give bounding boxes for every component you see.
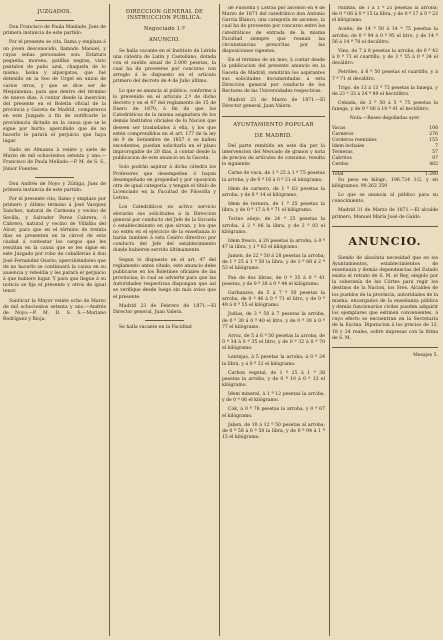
heading-direccion: DIRECCION GENERAL DE INSTRUCCION PÚBLICA. [125, 9, 204, 22]
price-item: Carne de vaca, de 1 ª 25 á 1 ª 75 pesetas la arroba, y de 0 ª 16 á 0 ª 21 el kilógramo. [222, 171, 325, 183]
row-value: 482 [429, 162, 438, 168]
row-value: 106 [429, 125, 438, 131]
price-item: Idem mineral, á 1 ª 12 pesetas la arroba, y de 0 ª 06 el kilógramo. [222, 392, 325, 404]
price-item: Petróleo, á 8 ª 50 pesetas el cuartillo, y á 7 ª 71 el decálitro. [332, 70, 438, 82]
column-4 [332, 6, 438, 636]
row-value: 57 [432, 150, 438, 156]
paragraph: Lo que se anuncia al público para su conocimiento. [332, 193, 438, 205]
price-item: Idem de carnero, de 1 ª 63 pesetas la arroba, y de 0 ª 14 el kilógramo. [222, 186, 325, 198]
paragraph: Don Francisco de Paula Manlade, Juez de primera instancia de este partido. [3, 25, 106, 37]
total-value: 1.280 [424, 171, 438, 177]
column-divider [329, 4, 330, 636]
paragraph: Por el presente se cita, llama y emplaza á un joven desconocido, llamado Manuel, y cuyas señas personales son: Estatura pequeña, moreno, patillas negras, visto pantalon de paño azul, chaqueta de lo mismo, boina y alpargatas, que fué detenido en la Seo de Urgel en union de varios otros, y que se dice ser de Mequinenza; para que dentro del término de nueve dias, á contar desde la insercion del presente en el Boletin oficial de la provincia y Gaceta de Madrid, comparezca en este Juzgado á fin de notificarle la providencia dictada en la causa que se le sigue por hurto; apercibido que de no hacerlo le parará el perjuicio que haya lugar. [3, 40, 106, 144]
paragraph: Los Catedráticos en activo servicio elevarán sus solicitudes á la Direccion general por conducto del Jefe de la Escuela ó establecimiento en que sirvan, y los que no estén en el ejercicio de la enseñanza lo harán tambien á esta Centro directivo por conducto del Jefe del establecimiento donde hubieren servido últimamente. [113, 205, 216, 254]
column-2 [113, 6, 216, 636]
divider [332, 347, 438, 348]
price-item: Lentejas, á 5 pesetas la arroba; á 0 ª 24 la libra, y á 0 ª 32 el kilógramo. [222, 355, 325, 367]
paragraph: Siendo de absoluta necesidad que en los Ayuntamientos, establecimientos de enseñanza y demás dependencias del Estado exista el retrato de S. M. el Rey, elegido por la soberanía de las Córtes para regir los destinos de la Nacion, los Sres. Alcaldes de los pueblos de la provincia, autoridades de la misma, encargados de la enseñanza pública y demás funcionarios civiles pueden adquirir los ejemplares que estimen convenientes, á cuyo efecto se encuentran en la Secretaría de la Excma. Diputacion á los precios de 12, 18 y 24 reales, sobre impresas con la firma de S. M. [332, 255, 438, 341]
price-item: Cok, á 0 ª 78 pesetas la arroba, y 0 ª 07 el kilógramo. [222, 407, 325, 419]
column-1 [3, 6, 106, 636]
paragraph: Lo que se anuncia al público, conforme á lo prevenido en el artículo 2.º de dicho decreto y en el 47 del reglamento de 15 de Enero de 1870, á fin de que los Catedráticos de la misma asignatura de los demás Institutos oficiales de la Nacion que deseen ser trasladados á ella, y los que estén comprendidos en el art. 177 de la ley de 9 de Setiembre de 1857 ó se hallen excedentes, puedan solicitarla en el plazo improrogable de 20 dias, á contar desde la publicacion de este anuncio en la Gaceta. [113, 88, 216, 162]
signature: Madrid 23 de Febrero de 1871.—El Director general, Juan Valera. [113, 303, 216, 315]
price-item: Garbanzos, de 5 á 7 ª 50 pesetas la arroba, de 0 ª 46 á 0 ª 71 el litro, y de 0 ª 49 á 0 ª 55 el kilógramo. [222, 290, 325, 309]
table-title: Nota.—Reses degolladas ayer. [349, 116, 421, 122]
price-item: Patatas, de 1 á 1 ª 25 pesetas la arroba; de 0 ª 06 á 0 ª 15 la libra, y de 0 ª 17 á 0 ª 22 el kilógramo. [332, 6, 438, 24]
price-item: Pan de dos libras, de 0 ª 35 á 0 ª 41 pesetas, y de 0 ª 38 á 0 ª 44 el kilógramo. [222, 275, 325, 287]
column-divider [109, 4, 110, 636]
paragraph: de Filosofía y Letras por ascenso en 4 de Marzo de 1871 del catedrático don Antonio García Blanco, una categoría de ascenso, la cual ha de proveerse por concurso entre los catedráticos de entrada de la misma Facultad siempre que reunan las circunstancias prescritas por las disposiciones vigentes. [222, 6, 325, 55]
table-total-row [332, 171, 438, 178]
row-label: Corderos reentales [332, 137, 377, 143]
total-label: Total [332, 171, 344, 177]
row-value: 276 [429, 131, 438, 137]
table-row [332, 162, 438, 168]
price-item: Carbon vegetal, de 1 ª 25 á 1 ª 38 pesetas la arroba, y de 0 ª 10 á 0 ª 13 el kilógramo. [222, 370, 325, 388]
divider [222, 116, 325, 117]
row-label: Idem lechales [332, 143, 365, 149]
row-label: Carneros [332, 131, 354, 137]
paragraph: Don Andrés de Noyo y Zúñiga, Juez de primera instancia de este partido. [3, 181, 106, 193]
row-label: Cerdos [332, 162, 349, 168]
row-label: Vacas [332, 125, 346, 131]
livestock-table [332, 126, 438, 178]
imprint-note: Mesajes 5. [413, 352, 438, 358]
paragraph: Del parte remitido en este dia por la intervencion del Mercado de granos y nota de precios de artículos de consumo, resulta lo siguiente: [222, 143, 325, 168]
price-item: Jabon, de 10 á 12 ª 50 pesetas al arroba; de 0 ª 58 á 0 ª 50 la libra, y de 0 ª 94 á 1 ª 15 el kilógramo. [222, 422, 325, 441]
signature: Madrid 23 de Marzo de 1871.—El Director general, Juan Valera. [222, 98, 325, 110]
paragraph: Dado en Almansa á veinte y siete de Marzo de mil ochocientos setenta y uno.—Francisco de Paula Mellado.—P. M. de S. S., Júnior Fuentes. [3, 148, 106, 172]
price-item: Tocino añejo, de 24 ª 25 pesetas la arroba, á 2 ª 06 la libra, y de 2 ª 03 el kilógramo. [222, 217, 325, 235]
price-item: Vino, de 7 á 8 pesetas la arroba; de 0 ª 42 á 0 ª 71 el cuartillo, y de 3 ª 55 á 0 ª 34 el decálitro. [332, 48, 438, 67]
price-item: Idem de ternera, de 1 ª 25 pesetas la libra, y de 0 ª 17 á 0 ª 71 el kilógramo. [222, 202, 325, 214]
divider [332, 226, 438, 227]
section-title-juzgados: JUZGADOS. [37, 9, 72, 15]
price-item: Cebada, de 3 ª 50 á 5 ª 75 pesetas la fanega, y de 9 ª 06 á 10 ª 41 el hectólitro. [332, 101, 438, 113]
heading-negociado: Negociado 1.º [143, 26, 186, 33]
price-item: Jamon, de 22 ª 50 á 28 pesetas la arroba; de 1 ª 25 á 1 ª 50 la libra, y de 1 ª 88 á 2 ª 53 el kilógramo. [222, 254, 325, 272]
heading-anuncio: ANUNCIO. [148, 37, 181, 44]
paragraph: Segun lo dispuesto en el art. 47 del reglamento antes citado, este anuncio debe publicarse en los Boletines oficiales de las provincias; lo cual se advierte para que las Autoridades respectivas dispongan que así se verifique desde luego sin más aviso que el presente. [113, 257, 216, 300]
price-item: Trigo, de 13 á 13 ª 75 pesetas la fanega, y de 23 ª 33 á 24 ª 89 el hectólitro. [332, 85, 438, 97]
price-item: Arroz, de 5 á 6 ª 50 pesetas la arroba, de 0 ª 34 á 0 ª 35 el litro, y de 0 ª 32 á 0 ª 70 el kilógramo. [222, 333, 325, 352]
paragraph: Su peso en kilógr., 196.724 1/2, y en kilógramos. 90.263 359 [332, 177, 438, 189]
price-item: Judías, de 3 ª 50 á 7 pesetas la arroba, de 0 ª 30 á 0 ª 40 el litro, y de 0 ª 30 á 0 ª 77 el kilógramo. [222, 312, 325, 330]
row-label: Terneras [332, 150, 353, 156]
column-divider [219, 4, 220, 636]
signature: Sanlúcar la Mayor veinte ocho de Marzo de mil ochocientos setenta y uno.—Andrés de Noyo.—P. M. D. S. S.—Mariano Rodríguez y Rioja. [3, 298, 106, 323]
row-value: 97 [432, 156, 438, 162]
paragraph: Se halla vacante en la Facultad [119, 325, 192, 331]
subheading-madrid: DE MADRID. [254, 132, 293, 139]
column-3 [222, 6, 325, 636]
anuncio-heading: ANUNCIO. [348, 234, 422, 248]
divider [145, 320, 184, 321]
divider [35, 20, 74, 21]
paragraph: En el término de un mes, á contar desde la publicacion del presente anuncio en la Gaceta de Madrid, remitirán los aspirantes sus solicitudes documentadas á esta Direccion general por conducto de los Rectores de las Universidades respectivas. [222, 58, 325, 95]
paragraph: Solo podrán aspirar á dicha cátedra los Profesores que desempeñen ó hayan desempeñado en propiedad y por oposicion otra de igual categoría, y tengan el título de Licenciado en la Facultad de Filosofía y Letras. [113, 165, 216, 202]
heading-ayuntamiento: AYUNTAMIENTO POPULAR [233, 121, 314, 128]
row-label: Cabritos [332, 156, 352, 162]
paragraph: Se halla vacante en el Instituto de Lérida una cátedra de Latin y Castellano, dotada con el sueldo anual de 2.000 pesetas, la cual ha de proveerse por concurso con arreglo á lo dispuesto en el artículo primero del decreto de 4 de Julio último. [113, 48, 216, 85]
divider [35, 177, 74, 178]
price-item: Idem fresco, á 20 pesetas la arroba, á 0 ª 47 la libra, y 1 ª 63 el kilógramo. [222, 238, 325, 250]
price-item: Aceite, de 14 ª 50 á 14 ª 75 pesetas la arroba; de 0 ª 94 á 0 ª 95 el litro, y de 14 ª 56 á 14 ª 78 el decálitro. [332, 27, 438, 45]
paragraph: Por el presente cito, llamo y emplazo por primero y último término á José Vazquez Sanchez, natural de Carmona y vecino de Sevilla, y Salvador Perez Cabrera, ó Cabrero, natural y vecino de Villalba del Alcor, para que en el término de treinta dias se presenten en la cárcel de esta ciudad á contestar los cargos que les resultan en la causa que se les sigue en este Juzgado por robo de caballerías á don José Fernandez Osorio; apercibiéndoles que de no hacerlo se continuará la causa en su ausencia y rebeldía y les parará el perjuicio á que hubiere lugar. Y para que llegue á su noticia se fija el presente y otros de igual tenor. [3, 197, 106, 295]
signature: Madrid 31 de Marzo de 1871.—El alcalde primero, Manuel María José de Galdo. [332, 208, 438, 220]
row-value: 7 [435, 143, 438, 149]
row-value: 155 [429, 137, 438, 143]
